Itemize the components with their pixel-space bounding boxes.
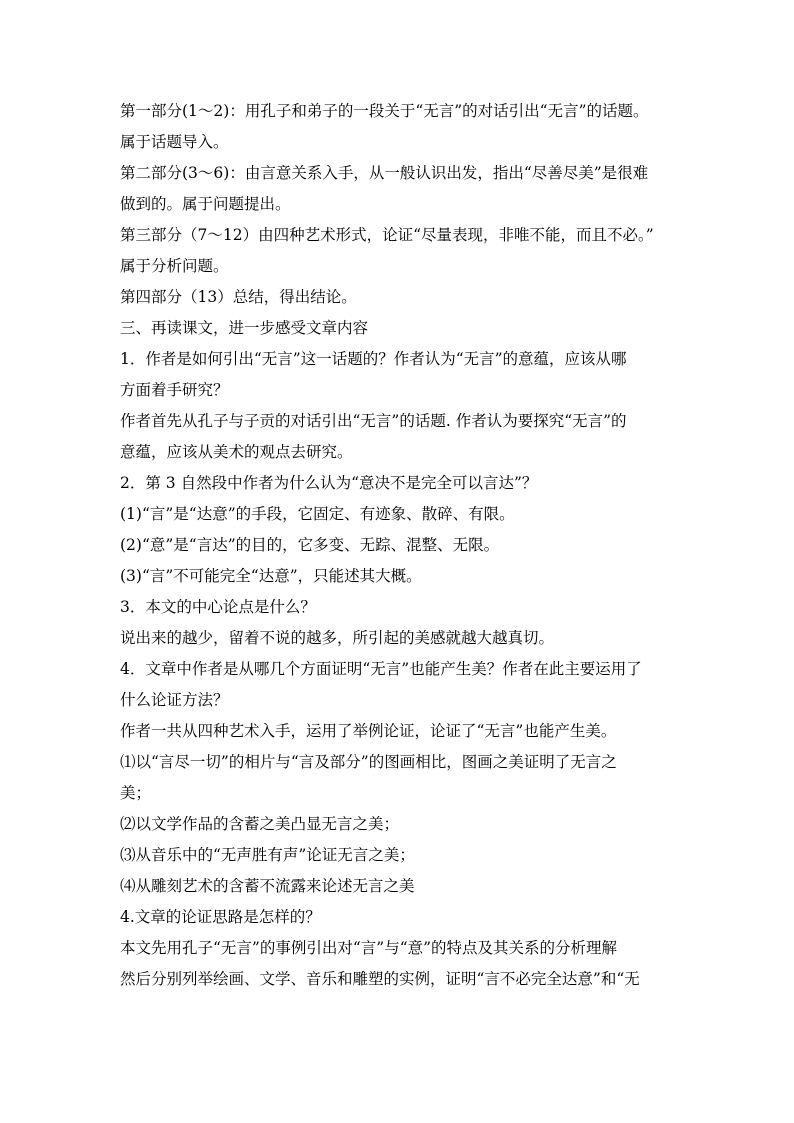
answer-line: ⑷从雕刻艺术的含蓄不流露来论述无言之美 [120,877,415,895]
text-line: 第四部分（13）总结，得出结论。 [120,288,357,306]
answer-line: 本文先用孔子“无言”的事例引出对“言”与“意”的特点及其关系的分析理解 [120,939,618,957]
answer-line: (1)“言”是“达意”的手段，它固定、有迹象、散碎、有限。 [120,505,515,523]
question-line: 4.文章的论证思路是怎样的？ [120,908,321,926]
answer-line: 说出来的越少，留着不说的越多，所引起的美感就越大越真切。 [120,629,555,647]
question-line: 1．作者是如何引出“无言”这一话题的？作者认为“无言”的意蕴，应该从哪 [120,350,627,368]
answer-line: 作者一共从四种艺术入手，运用了举例论证，论证了“无言”也能产生美。 [120,722,617,740]
answer-line: 作者首先从孔子与子贡的对话引出“无言”的话题. 作者认为要探究“无言”的 [120,412,627,430]
text-line: 第二部分(3～6)：由言意关系入手，从一般认识出发，指出“尽善尽美”是很难 [120,164,649,182]
answer-line: ⑴以“言尽一切”的相片与“言及部分”的图画相比，图画之美证明了无言之 [120,753,617,771]
text-line: 第三部分（7～12）由四种艺术形式，论证“尽量表现，非唯不能，而且不必。” [120,226,654,244]
answer-line: 意蕴，应该从美术的观点去研究。 [120,443,353,461]
answer-line: ⑵以文学作品的含蓄之美凸显无言之美； [120,815,400,833]
question-line: 3．本文的中心论点是什么？ [120,598,316,616]
document-body [120,96,690,995]
answer-line: ⑶从音乐中的“无声胜有声”论证无言之美； [120,846,415,864]
text-line: 第一部分(1～2)：用孔子和弟子的一段关于“无言”的对话引出“无言”的话题。 [120,102,649,120]
answer-line: (2)“意”是“言达”的目的，它多变、无踪、混整、无限。 [120,536,500,554]
question-line: 2．第 3 自然段中作者为什么认为“意决不是完全可以言达”？ [120,474,538,492]
text-line: 做到的。属于问题提出。 [120,195,291,213]
question-line: 什么论证方法？ [120,691,229,709]
section-heading: 三、再读课文，进一步感受文章内容 [120,319,369,337]
question-line: 方面着手研究？ [120,381,229,399]
answer-line: 然后分别列举绘画、文学、音乐和雕塑的实例，证明“言不必完全达意”和“无 [120,970,640,988]
text-line: 属于分析问题。 [120,257,229,275]
text-line: 属于话题导入。 [120,133,229,151]
question-line: 4．文章中作者是从哪几个方面证明“无言”也能产生美？作者在此主要运用了 [120,660,642,678]
answer-line: (3)“言”不可能完全“达意”，只能述其大概。 [120,567,422,585]
answer-line: 美； [120,784,152,802]
